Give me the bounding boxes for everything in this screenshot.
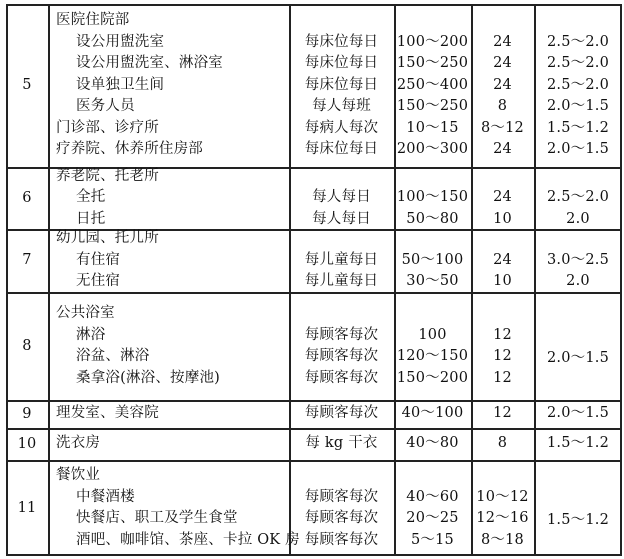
column-separator-line xyxy=(48,4,50,556)
water-quota-cell: 150～200 xyxy=(396,369,469,386)
column-separator-line xyxy=(620,4,622,556)
water-quota-cell: 10～15 xyxy=(406,119,459,136)
water-quota-cell: 40～80 xyxy=(406,435,459,452)
usage-hours-cell: 8 xyxy=(497,435,508,452)
section-number: 9 xyxy=(22,405,32,422)
column-separator-line xyxy=(6,4,8,556)
usage-hours-cell: 24 xyxy=(493,141,512,158)
unit-cell: 每顾客每次 xyxy=(304,326,379,343)
peak-coefficient-cell: 1.5～1.2 xyxy=(546,512,610,528)
unit-cell: 每病人每次 xyxy=(304,119,379,136)
section-number: 6 xyxy=(22,189,32,206)
water-quota-cell: 150～250 xyxy=(396,98,469,115)
usage-hours-cell: 12 xyxy=(493,405,512,422)
water-quota-cell: 200～300 xyxy=(396,141,469,158)
peak-coefficient-cell: 2.5～2.0 xyxy=(546,189,610,206)
peak-coefficient-cell: 2.0～1.5 xyxy=(546,405,610,422)
building-type-cell: 医务人员 xyxy=(76,98,135,115)
water-quota-cell: 120～150 xyxy=(396,348,469,364)
row-separator-line xyxy=(6,460,622,462)
peak-coefficient-cell: 2.5～2.0 xyxy=(546,76,610,93)
usage-hours-cell: 12 xyxy=(493,326,512,343)
unit-cell: 每顾客每次 xyxy=(304,510,379,526)
usage-hours-cell: 24 xyxy=(493,33,512,50)
column-separator-line xyxy=(289,4,291,556)
usage-hours-cell: 8 xyxy=(497,98,508,115)
section-number: 5 xyxy=(22,77,32,93)
building-type-cell: 桑拿浴(淋浴、按摩池) xyxy=(76,369,221,386)
building-type-cell: 疗养院、休养所住房部 xyxy=(56,141,203,158)
unit-cell: 每床位每日 xyxy=(304,76,379,93)
unit-cell: 每床位每日 xyxy=(304,33,379,50)
usage-hours-cell: 8～12 xyxy=(481,119,524,136)
section-number: 7 xyxy=(22,252,32,268)
water-quota-cell: 50～100 xyxy=(401,251,464,268)
water-quota-cell: 100～150 xyxy=(396,189,469,206)
building-type-cell: 门诊部、诊疗所 xyxy=(56,119,159,136)
column-separator-line xyxy=(471,4,473,556)
unit-cell: 每人每班 xyxy=(312,98,371,115)
unit-cell: 每顾客每次 xyxy=(304,531,379,548)
building-type-cell: 设公用盥洗室 xyxy=(76,33,165,50)
water-quota-cell: 100～200 xyxy=(396,33,469,50)
peak-coefficient-cell: 2.5～2.0 xyxy=(546,33,610,50)
row-separator-line xyxy=(6,4,622,6)
peak-coefficient-cell: 1.5～1.2 xyxy=(546,119,610,136)
usage-hours-cell: 10 xyxy=(493,273,512,290)
building-type-cell: 洗衣房 xyxy=(56,435,101,452)
section-number: 10 xyxy=(17,435,37,452)
peak-coefficient-cell: 2.5～2.0 xyxy=(546,55,610,72)
building-type-cell: 幼儿园、托儿所 xyxy=(56,230,159,247)
peak-coefficient-cell: 2.0～1.5 xyxy=(546,350,610,366)
usage-hours-cell: 10 xyxy=(493,210,512,227)
peak-coefficient-cell: 3.0～2.5 xyxy=(546,251,610,268)
unit-cell: 每 kg 干衣 xyxy=(305,435,378,452)
building-type-cell: 浴盆、淋浴 xyxy=(76,348,150,364)
peak-coefficient-cell: 2.0～1.5 xyxy=(546,98,610,115)
unit-cell: 每顾客每次 xyxy=(304,405,379,422)
usage-hours-cell: 24 xyxy=(493,251,512,268)
water-quota-cell: 100 xyxy=(418,326,447,343)
building-type-cell: 全托 xyxy=(76,189,106,206)
unit-cell: 每顾客每次 xyxy=(304,488,379,505)
usage-hours-cell: 24 xyxy=(493,55,512,72)
water-quota-cell: 250～400 xyxy=(396,76,469,93)
building-type-cell: 快餐店、职工及学生食堂 xyxy=(76,510,238,526)
building-type-cell: 淋浴 xyxy=(76,326,106,343)
building-type-cell: 餐饮业 xyxy=(56,467,101,483)
peak-coefficient-cell: 2.0～1.5 xyxy=(546,141,610,158)
column-separator-line xyxy=(534,4,536,556)
usage-hours-cell: 24 xyxy=(493,189,512,206)
peak-coefficient-cell: 2.0 xyxy=(566,210,590,227)
building-type-cell: 公共浴室 xyxy=(56,305,115,321)
usage-hours-cell: 24 xyxy=(493,76,512,93)
building-type-cell: 设公用盥洗室、淋浴室 xyxy=(76,55,223,72)
water-quota-table xyxy=(6,4,622,556)
usage-hours-cell: 12～16 xyxy=(476,510,529,526)
water-quota-cell: 30～50 xyxy=(406,273,459,290)
row-separator-line xyxy=(6,554,622,556)
water-quota-cell: 40～60 xyxy=(406,488,459,505)
row-separator-line xyxy=(6,428,622,430)
building-type-cell: 日托 xyxy=(76,210,106,227)
building-type-cell: 养老院、托老所 xyxy=(56,167,159,184)
peak-coefficient-cell: 2.0 xyxy=(566,273,590,290)
building-type-cell: 有住宿 xyxy=(76,251,121,268)
unit-cell: 每儿童每日 xyxy=(304,273,379,290)
usage-hours-cell: 12 xyxy=(493,369,512,386)
building-type-cell: 设单独卫生间 xyxy=(76,76,165,93)
building-type-cell: 理发室、美容院 xyxy=(56,405,159,422)
peak-coefficient-cell: 1.5～1.2 xyxy=(546,435,610,452)
water-quota-cell: 150～250 xyxy=(396,55,469,72)
column-separator-line xyxy=(394,4,396,556)
usage-hours-cell: 10～12 xyxy=(476,488,529,505)
unit-cell: 每床位每日 xyxy=(304,141,379,158)
water-quota-cell: 40～100 xyxy=(401,405,464,422)
unit-cell: 每顾客每次 xyxy=(304,369,379,386)
water-quota-cell: 20～25 xyxy=(406,510,459,526)
unit-cell: 每儿童每日 xyxy=(304,251,379,268)
section-number: 11 xyxy=(17,499,37,516)
water-quota-cell: 50～80 xyxy=(406,210,459,227)
unit-cell: 每人每日 xyxy=(312,189,371,206)
section-number: 8 xyxy=(22,337,32,354)
unit-cell: 每床位每日 xyxy=(304,55,379,72)
building-type-cell: 中餐酒楼 xyxy=(76,488,135,505)
building-type-cell: 无住宿 xyxy=(76,273,121,290)
usage-hours-cell: 12 xyxy=(493,348,512,364)
building-type-cell: 酒吧、咖啡馆、茶座、卡拉 OK 房 xyxy=(76,531,300,548)
usage-hours-cell: 8～18 xyxy=(481,531,524,548)
water-quota-cell: 5～15 xyxy=(411,531,454,548)
unit-cell: 每顾客每次 xyxy=(304,348,379,364)
unit-cell: 每人每日 xyxy=(312,210,371,227)
building-type-cell: 医院住院部 xyxy=(56,12,130,29)
row-separator-line xyxy=(6,292,622,294)
row-separator-line xyxy=(6,400,622,402)
